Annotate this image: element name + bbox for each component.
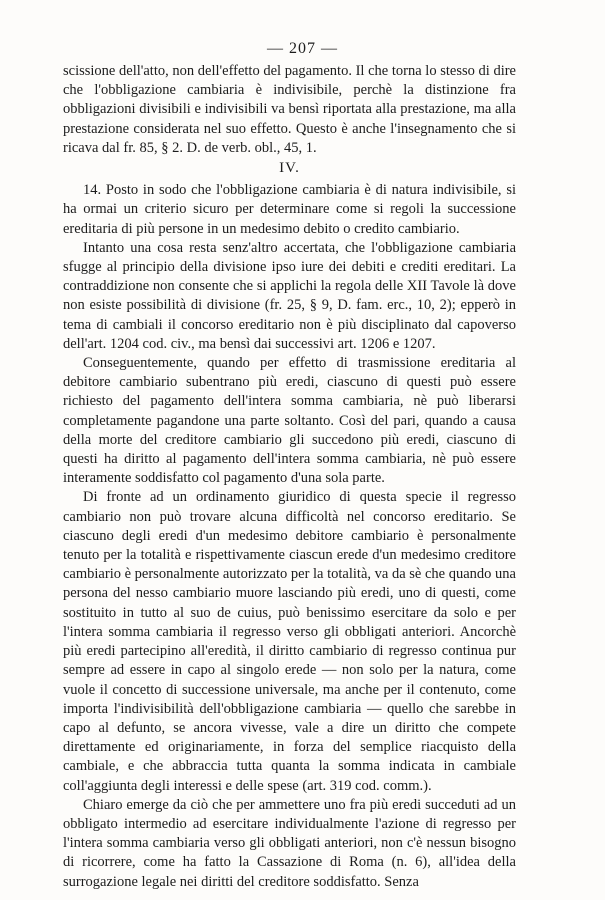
paragraph-di-fronte: Di fronte ad un ordinamento giuridico di questa specie il regresso cambiario non può trovare alcuna difficoltà nel concorso ereditario. Se ciascuno degli eredi d'un medesimo debitore cambiario è personalmente tenuto per la totalità e rispettivamente ciascun erede d'un medesimo creditore cambiario è personalmente autorizzato per la totalità, va da sè che quando una persona del nesso cambiario muore lasciando più eredi, uno di questi, come sostituito in tutto al suo de cuius, può benissimo esercitare da solo e per l'intera somma cambiaria il regresso verso gli obbligati anteriori. Ancorchè più eredi partecipino all'eredità, il diritto cambiario di regresso continua pur sempre ad essere in capo al singolo erede — non solo per la natura, come vuole il concetto di successione universale, ma anche per il contenuto, come importa l'indivisibilità dell'obbligazione cambiaria — quello che sarebbe in capo al defunto, se ancora vivesse, vale a dire un diritto che compete direttamente ed originariamente, in forza del semplice riacquisto della cambiale, e che abbraccia tutta quanta la somma indicata in cambiale coll'aggiunta degli interessi e delle spese (art. 319 cod. comm.). xyxy=(63,489,516,794)
paragraph-intanto: Intanto una cosa resta senz'altro accertata, che l'obbligazione cambiaria sfugge al principio della divisione ipso iure dei debiti e crediti ereditari. La contraddizione non consente che si applichi la regola delle XII Tavole là dove non esiste possibilità di divisione (fr. 25, § 9, D. fam. erc., 10, 2); epperò in tema di cambiali il concorso ereditario non è più disciplinato dal capoverso dell'art. 1204 cod. civ., ma bensì dai successivi art. 1206 e 1207. xyxy=(63,239,516,352)
page-number: — 207 — xyxy=(267,40,338,57)
section-heading: IV. xyxy=(279,160,300,177)
paragraph-14: 14. Posto in sodo che l'obbligazione cambiaria è di natura indivisibile, si ha ormai un criterio sicuro per determinare come si regoli la successione ereditaria di più persone in un medesimo debito o credito cambiario. xyxy=(63,182,516,237)
paragraph-continuation: scissione dell'atto, non dell'effetto del pagamento. Il che torna lo stesso di dire che l'obbligazione cambiaria è indivisibile, perchè la distinzione fra obbligazioni divisibili e indivisibili va bensì riportata alla prestazione, ma alla prestazione considerata nel suo effetto. Questo è anche l'insegnamento che si ricava dal fr. 85, § 2. D. de verb. obl., 45, 1. xyxy=(63,63,516,156)
paragraph-chiaro: Chiaro emerge da ciò che per ammettere uno fra più eredi succeduti ad un obbligato intermedio ad esercitare individualmente l'azione di regresso per l'intera somma cambiaria verso gli obbligati anteriori, non c'è nessun bisogno di ricorrere, come ha fatto la Cassazione di Roma (n. 6), all'idea della surrogazione legale nei diritti del creditore soddisfatto. Senza xyxy=(63,796,516,890)
body-text xyxy=(63,62,516,892)
paragraph-conseguentemente: Conseguentemente, quando per effetto di trasmissione ereditaria al debitore cambiario subentrano più eredi, ciascuno di questi può essere richiesto del pagamento dell'intera somma cambiaria, nè può liberarsi completamente pagandone una parte soltanto. Così del pari, quando a causa della morte del creditore cambiario gli succedono più eredi, ciascuno di questi ha diritto al pagamento dell'intera somma cambiaria, nè può essere interamente soddisfatto col pagamento d'una sola parte. xyxy=(63,355,516,487)
